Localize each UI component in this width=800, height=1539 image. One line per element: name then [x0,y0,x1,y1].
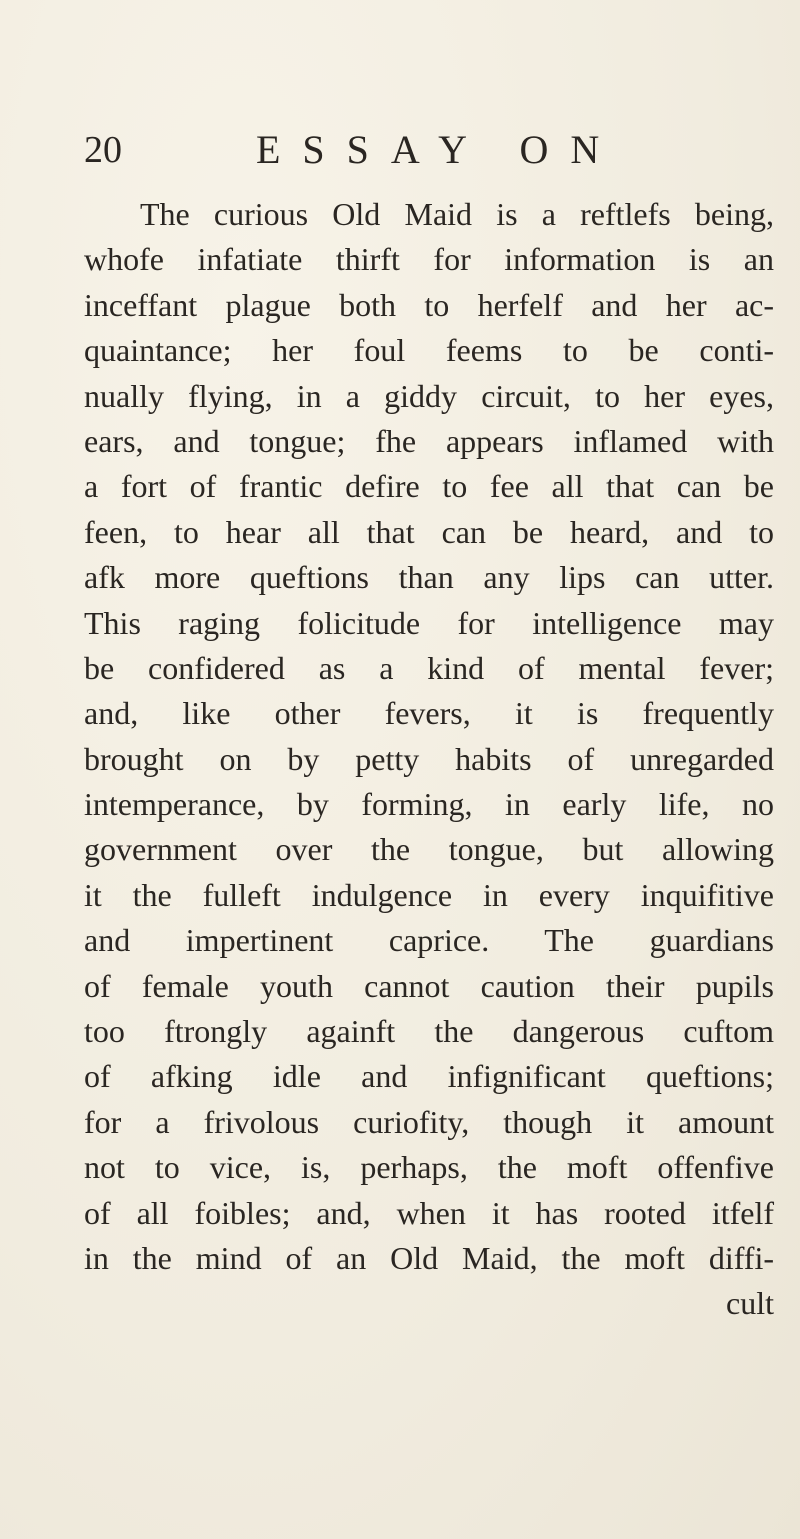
text-line: it the fulleft indulgence in every inquifitive [84,876,774,913]
text-line: This raging folicitude for intelligence may [84,604,774,641]
page-number: 20 [84,129,122,171]
text-line: inceffant plague both to herfelf and her ac- [84,286,774,323]
catchword: cult [726,1285,774,1322]
text-line: afk more queftions than any lips can utter. [84,559,774,596]
text-line: not to vice, is, perhaps, the moft offenfive [84,1149,774,1186]
text-line: feen, to hear all that can be heard, and to [84,513,774,550]
running-title: ESSAY ON [256,127,622,172]
text-line: quaintance; her foul feems to be conti- [84,332,774,369]
text-line: The curious Old Maid is a reftlefs being, [140,196,774,232]
text-line: government over the tongue, but allowing [84,831,774,868]
text-line: of female youth cannot caution their pupils [84,967,774,1004]
text-line: of afking idle and infignificant queftions; [84,1058,774,1095]
text-line: brought on by petty habits of unregarded [84,740,774,777]
text-line: too ftrongly againft the dangerous cuftom [84,1013,774,1050]
running-head [84,128,740,188]
text-line: for a frivolous curiofity, though it amount [84,1103,774,1140]
text-line: and impertinent caprice. The guardians [84,922,774,959]
body-text [84,192,774,1327]
text-line: in the mind of an Old Maid, the moft diffi- [84,1239,774,1276]
text-line: and, like other fevers, it is frequently [84,695,774,732]
text-line: a fort of frantic defire to fee all that can be [84,468,774,505]
text-line: intemperance, by forming, in early life, no [84,786,774,823]
text-line: of all foibles; and, when it has rooted itfelf [84,1194,774,1231]
text-line: nually flying, in a giddy circuit, to her eyes, [84,377,774,414]
text-line: ears, and tongue; fhe appears inflamed with [84,422,774,459]
text-line: whofe infatiate thirft for information is an [84,241,774,278]
text-line: be confidered as a kind of mental fever; [84,649,774,686]
